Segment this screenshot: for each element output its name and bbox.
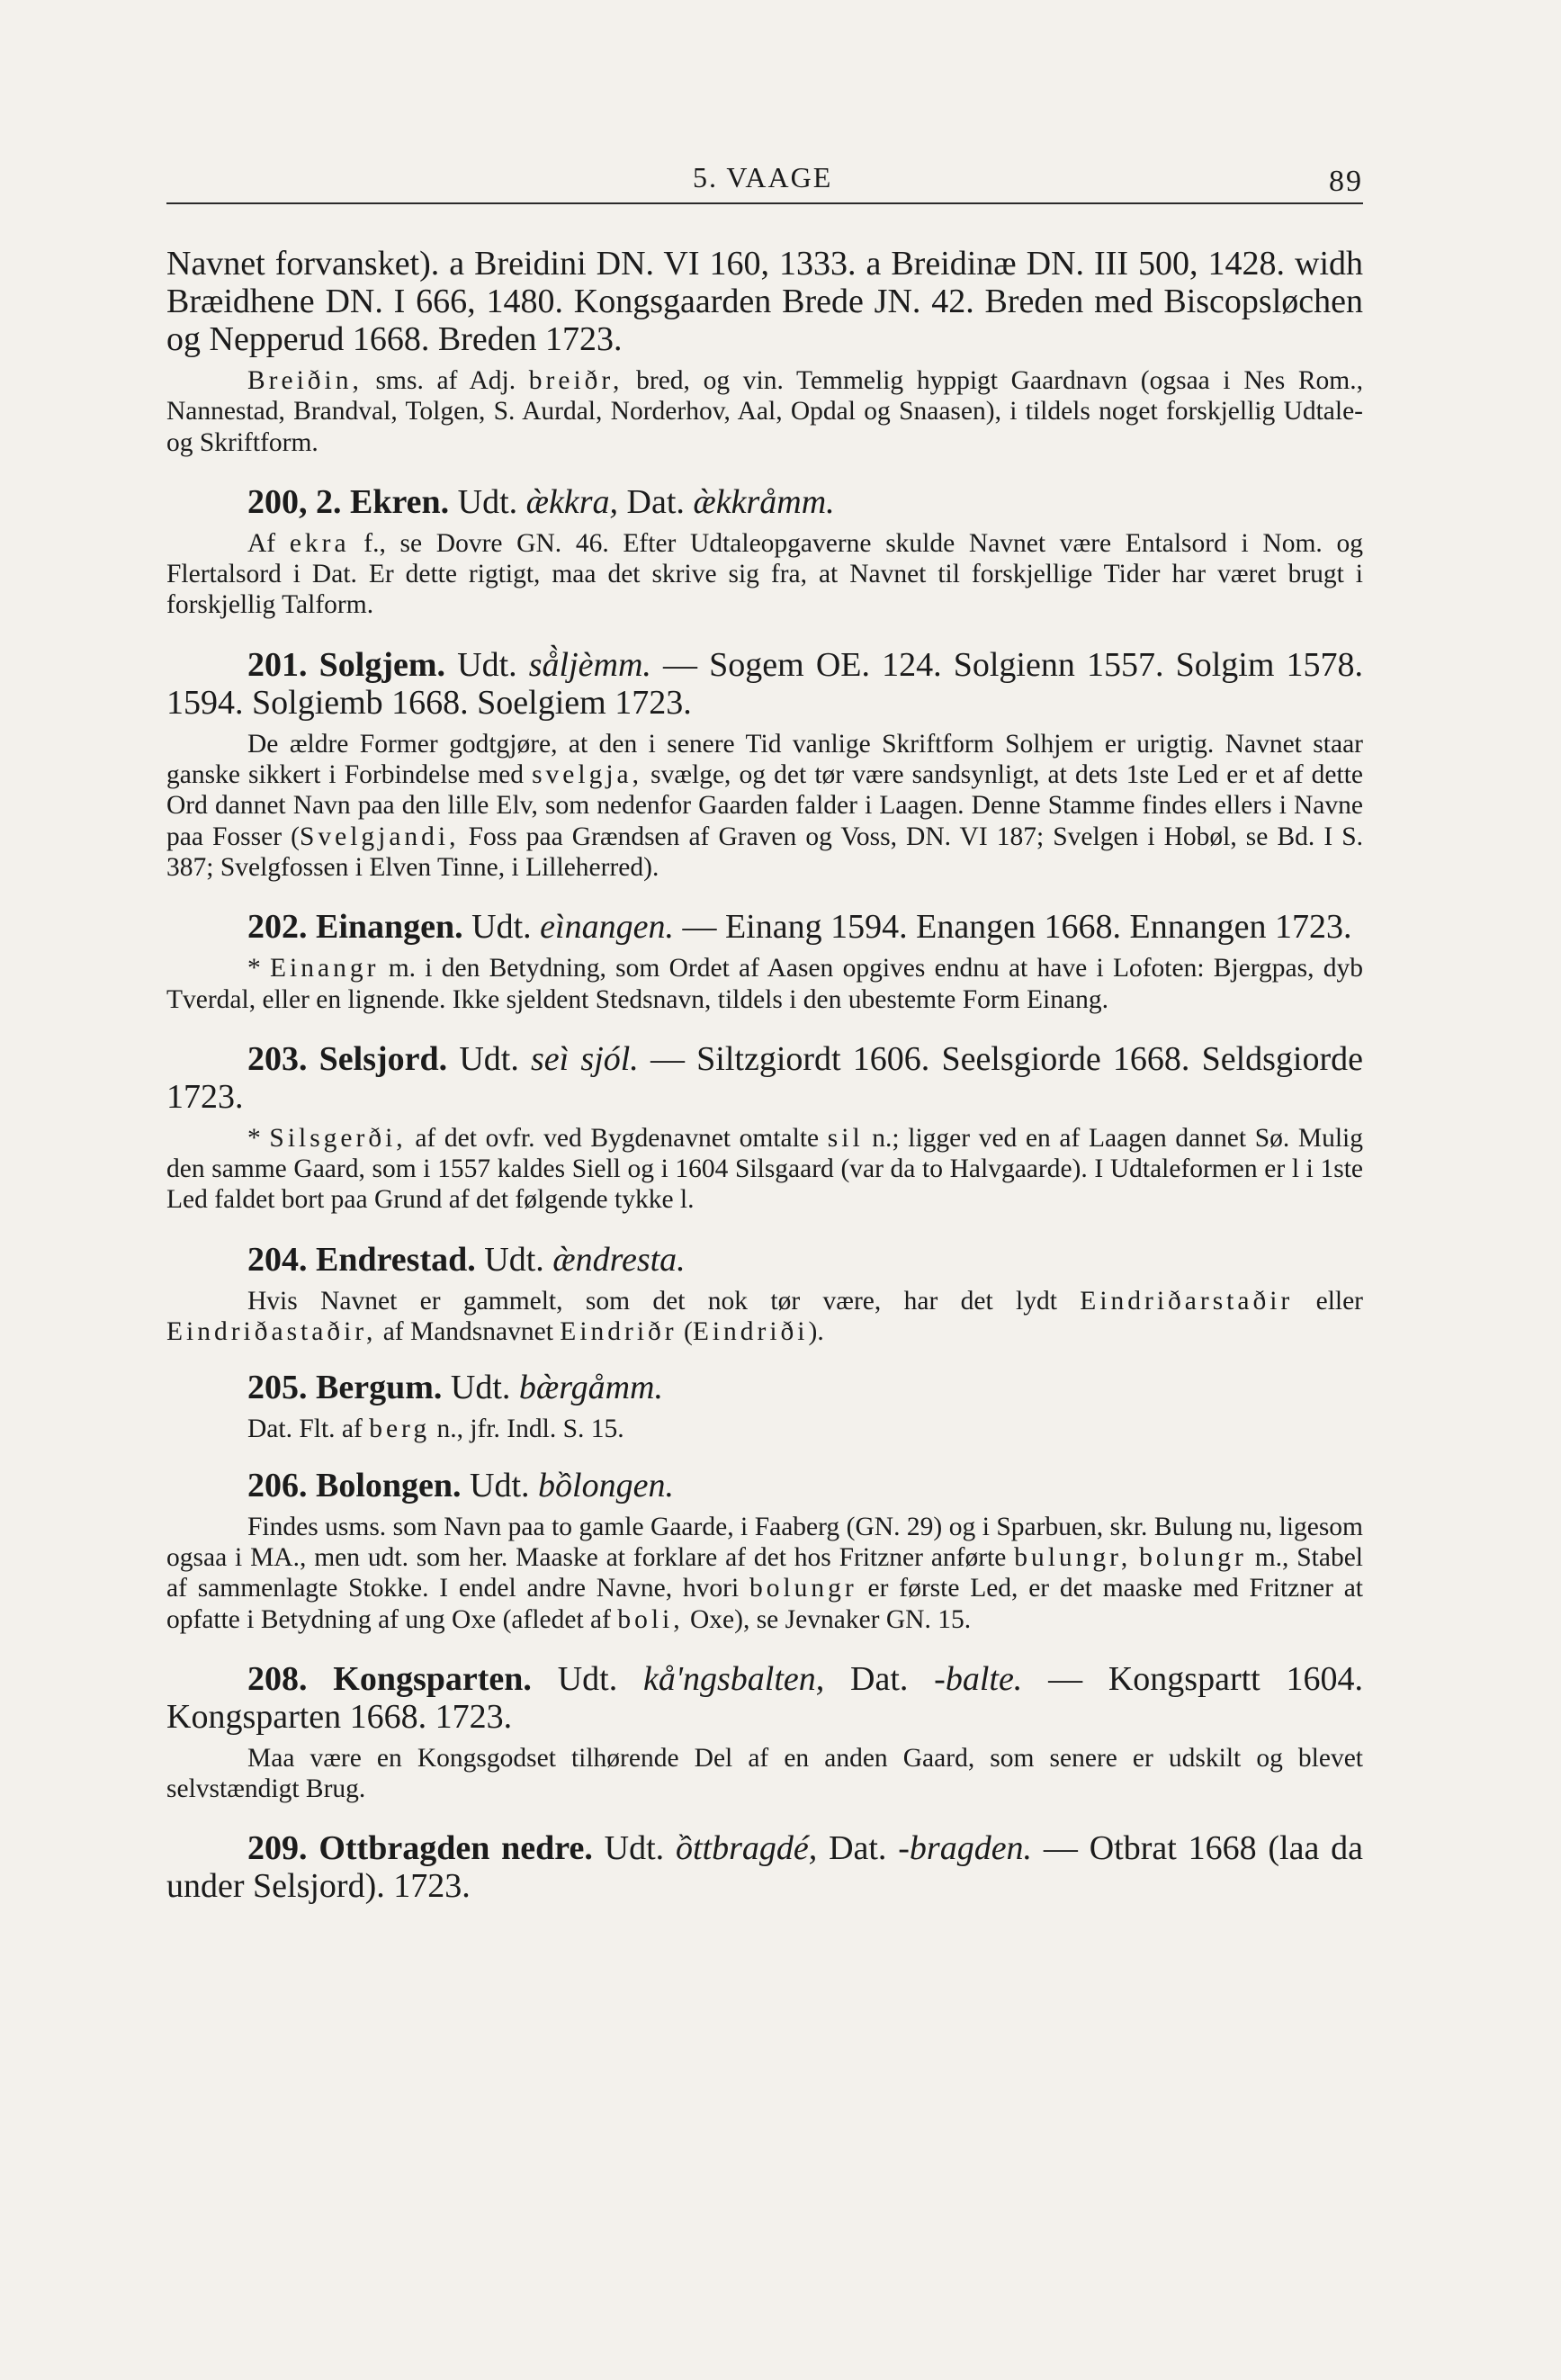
historic-forms: — Sogem OE. 124. Solgienn 1557. Solgim 1578. 1594. Solgiemb 1668. Soelgiem 1723. — [166, 645, 1364, 722]
entry-203 — [166, 1040, 1363, 1216]
entry-name: Endrestad. — [316, 1240, 476, 1279]
entry-heading — [166, 1369, 1363, 1406]
intro-note-mid: sms. af Adj. — [362, 366, 529, 395]
note-word: Eindriðastaðir, — [166, 1317, 377, 1347]
note-text: af Mandsnavnet — [376, 1317, 561, 1347]
pronunciation-dat: -balte. — [934, 1659, 1023, 1698]
note-text: ( — [677, 1317, 693, 1347]
note-text: n.; ligger ved en af Laagen dannet Sø. Mulig den samme Gaard, som i 1557 kaldes Siell og i 1604 Silsgaard (var da to Halvgaarde). I Udtaleformen er l i 1ste Led faldet bort paa Grund af det følgende tykke l. — [166, 1123, 1364, 1215]
entry-heading — [166, 483, 1363, 521]
entry-name: Solgjem. — [318, 645, 445, 684]
note-text: eller — [1293, 1286, 1364, 1316]
note-word: Eindriðarstaðir — [1080, 1286, 1294, 1316]
pronunciation: æ̀ndresta. — [552, 1240, 686, 1279]
running-header — [166, 157, 1363, 204]
entry-note — [166, 528, 1363, 621]
udt-label: Udt. — [445, 645, 529, 684]
entry-name: Einangen. — [316, 908, 463, 947]
intro-text: Navnet forvansket). a Breidini DN. VI 160, 1333. a Breidinæ DN. III 500, 1428. widh Bræidhene DN. I 666, 1480. Kongsgaarden Brede JN. 42. Breden med Biscopsløchen og Nepperud 1668. Breden 1723. — [166, 245, 1363, 358]
note-word: ekra — [289, 528, 350, 558]
note-star: * — [247, 954, 271, 983]
main-text — [166, 245, 1363, 1905]
note-text: Findes usms. som Navn paa to gamle Gaarde, i Faaberg (GN. 29) og i Sparbuen, skr. Bulung nu, ligesom ogsaa i MA., men udt. som her. Maaske at forklare af det hos Fritzner anførte — [166, 1512, 1363, 1572]
historic-forms: — Einang 1594. Enangen 1668. Ennangen 1723. — [673, 908, 1352, 947]
entry-202 — [166, 908, 1363, 1015]
entry-name: Bolongen. — [316, 1466, 462, 1504]
entry-heading — [166, 1241, 1363, 1279]
intro-note-headword: Breiðin, — [247, 366, 363, 395]
note-text: Foss paa Grændsen af Graven og Voss, DN. VI 187; Svelgen i Hobøl, se Bd. I S. 387; Svelgfossen i Elven Tinne, i Lilleherred). — [166, 822, 1363, 882]
udt-label: Udt. — [461, 1466, 539, 1504]
note-text: er første Led, er det maaske med Fritzner at opfatte i Betydning af ung Oxe (afledet af — [166, 1574, 1363, 1634]
entry-note — [166, 1123, 1363, 1216]
udt-label: Udt. — [592, 1829, 676, 1868]
note-text: Af — [247, 528, 290, 558]
historic-forms: — Siltzgiordt 1606. Seelsgiorde 1668. Seldsgiorde 1723. — [166, 1039, 1363, 1116]
udt-label: Udt. — [449, 482, 526, 521]
entry-note — [166, 1512, 1363, 1635]
note-text: n., jfr. Indl. S. 15. — [430, 1415, 624, 1444]
intro-paragraph — [166, 245, 1363, 358]
entry-note — [166, 1414, 1363, 1444]
note-word: boli, — [617, 1604, 684, 1634]
pronunciation: seì sjól. — [531, 1039, 639, 1078]
entry-name: Ekren. — [350, 482, 450, 521]
note-word: Silsgerði, — [269, 1123, 407, 1153]
note-text: af det ovfr. ved Bygdenavnet omtalte — [406, 1123, 828, 1153]
entry-number: 205. — [247, 1369, 308, 1407]
entry-heading — [166, 646, 1363, 722]
note-text: m. i den Betydning, som Ordet af Aasen opgives endnu at have i Lofoten: Bjergpas, dyb Tverdal, eller en lignende. Ikke sjeldent Stedsnavn, tildels i den ubestemte Form Einang. — [166, 954, 1364, 1014]
udt-label: Udt. — [475, 1240, 553, 1279]
udt-label: Udt. — [531, 1659, 643, 1698]
page-number: 89 — [1329, 165, 1363, 198]
entry-name: Ottbragden nedre. — [318, 1829, 593, 1868]
historic-forms: — Otbrat 1668 (laa da under Selsjord). 1723. — [166, 1829, 1364, 1906]
note-word: Svelgjandi, — [299, 822, 460, 851]
entry-205 — [166, 1369, 1363, 1444]
entry-note — [166, 1743, 1363, 1805]
entry-name: Kongsparten. — [333, 1659, 532, 1698]
entry-note — [166, 953, 1363, 1015]
entry-number: 203. — [247, 1039, 308, 1078]
udt-label: Udt. — [447, 1039, 532, 1078]
entry-note — [166, 1286, 1363, 1348]
pronunciation-dat: æ̀kkråmm. — [693, 482, 835, 521]
entry-note — [166, 729, 1363, 883]
chapter-title: 5. VAAGE — [693, 161, 833, 193]
entry-number: 206. — [247, 1466, 308, 1504]
pronunciation: æ̀kkra, — [525, 482, 619, 521]
entry-201 — [166, 646, 1363, 883]
entry-name: Bergum. — [316, 1369, 443, 1407]
pronunciation: bồlongen. — [538, 1466, 674, 1504]
note-word: berg — [369, 1415, 431, 1444]
note-word: sil — [827, 1123, 864, 1153]
note-word: bulungr, — [1014, 1542, 1132, 1572]
entry-number: 200, 2. — [247, 482, 342, 521]
note-text: ). — [808, 1317, 824, 1347]
entry-number: 201. — [247, 645, 308, 684]
entry-number: 204. — [247, 1240, 308, 1279]
entry-number: 208. — [247, 1659, 308, 1698]
intro-note — [166, 365, 1363, 458]
pronunciation: ồttbragdé, — [675, 1829, 818, 1868]
udt-label: Udt. — [462, 908, 541, 947]
note-word: bolungr — [749, 1574, 857, 1603]
entry-number: 209. — [247, 1829, 308, 1868]
dat-label: Dat. — [824, 1659, 935, 1698]
note-text: f., se Dovre GN. 46. Efter Udtaleopgaverne skulde Navnet være Entalsord i Nom. og Flertalsord i Dat. Er dette rigtigt, maa det skrive sig fra, at Navnet til forskjellige Tider har været brugt i forskjellig Talform. — [166, 528, 1363, 620]
pronunciation: bæ̀rgåmm. — [518, 1369, 663, 1407]
note-star: * — [247, 1123, 270, 1153]
entry-heading — [166, 1040, 1363, 1116]
entry-200 — [166, 483, 1363, 621]
intro-note-rest: bred, og vin. Temmelig hyppigt Gaardnavn (ogsaa i Nes Rom., Nannestad, Brandval, Tolgen, S. Aurdal, Norderhov, Aal, Opdal og Snaasen), i tildels noget forskjellig Udtale- og Skriftform. — [166, 366, 1363, 457]
entry-206 — [166, 1467, 1363, 1635]
note-text: m., Stabel af sammenlagte Stokke. I endel andre Navne, hvori — [166, 1542, 1363, 1603]
note-text: Dat. Flt. af — [247, 1415, 370, 1444]
note-text: Oxe), se Jevnaker GN. 15. — [683, 1604, 972, 1634]
note-text: Maa være en Kongsgodset tilhørende Del af en anden Gaard, som senere er udskilt og blevet selvstændigt Brug. — [166, 1743, 1363, 1804]
entry-heading — [166, 1829, 1363, 1905]
pronunciation: så̀ljèmm. — [528, 645, 651, 684]
dat-label: Dat. — [817, 1829, 899, 1868]
intro-note-word: breiðr, — [528, 366, 624, 395]
dat-label: Dat. — [618, 482, 694, 521]
entry-heading — [166, 1660, 1363, 1736]
pronunciation: eìnangen. — [540, 908, 674, 947]
note-word: Einangr — [270, 954, 380, 983]
note-text: De ældre Former godtgjøre, at den i senere Tid vanlige Skriftform Solhjem er urigtig. Navnet staar ganske sikkert i Forbindelse med — [166, 729, 1363, 790]
udt-label: Udt. — [442, 1369, 519, 1407]
entry-number: 202. — [247, 908, 308, 947]
entry-name: Selsjord. — [318, 1039, 448, 1078]
pronunciation: kå'ngsbalten, — [642, 1659, 825, 1698]
note-word: Eindriði — [692, 1317, 809, 1347]
pronunciation-dat: -bragden. — [898, 1829, 1033, 1868]
note-text: Hvis Navnet er gammelt, som det nok tør være, har det lydt — [247, 1286, 1081, 1316]
entry-heading — [166, 1467, 1363, 1504]
entry-208 — [166, 1660, 1363, 1805]
entry-209 — [166, 1829, 1363, 1905]
entry-heading — [166, 908, 1363, 946]
historic-forms: — Kongspartt 1604. Kongsparten 1668. 1723. — [166, 1659, 1364, 1736]
note-word: svelgja, — [532, 760, 642, 790]
note-word: Eindriðr — [560, 1317, 677, 1347]
note-text: svælge, og det tør være sandsynligt, at dets 1ste Led er et af dette Ord dannet Navn paa den lille Elv, som nedenfor Gaarden falder i Laagen. Denne Stamme findes ellers i Navne paa Fosser ( — [166, 760, 1363, 851]
entry-204 — [166, 1241, 1363, 1348]
note-text — [1131, 1543, 1139, 1572]
note-word: bolungr — [1139, 1542, 1247, 1572]
